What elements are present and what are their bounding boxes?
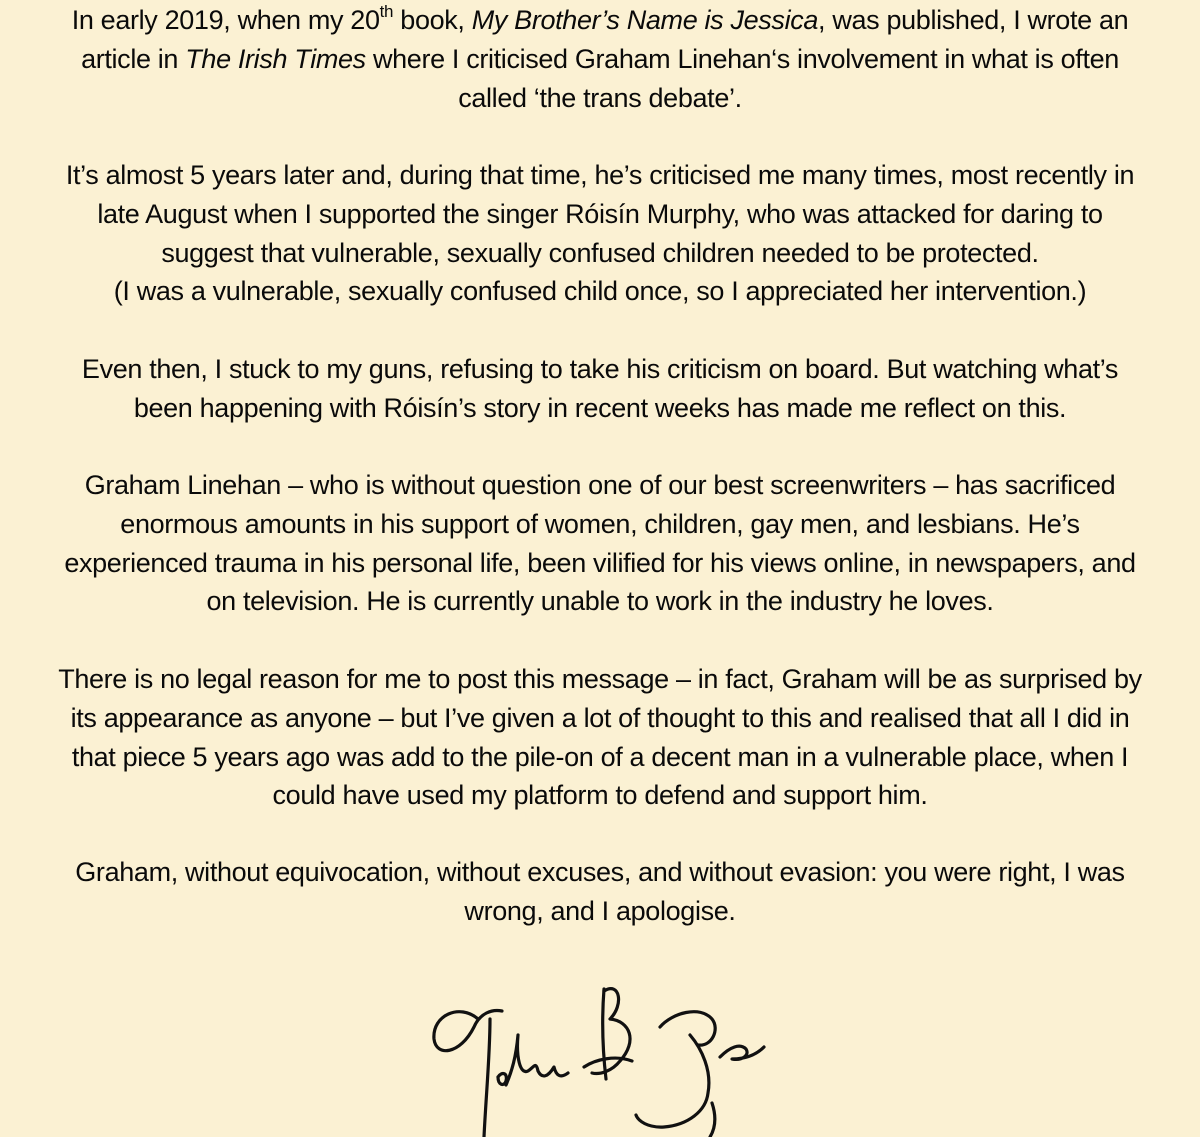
paragraph-5-line-3: that piece 5 years ago was add to the pile-on of a decent man in a vulnerable place, when I xyxy=(71,741,1129,772)
text-segment: book, xyxy=(393,5,472,35)
text-segment: where I criticised Graham Linehan‘s involvement in what is often xyxy=(365,43,1119,74)
signature-stroke xyxy=(660,1012,715,1045)
paragraph-6 xyxy=(0,853,1200,931)
paragraph-4-line-3: experienced trauma in his personal life, been vilified for his views online, in newspapers, and xyxy=(64,547,1136,578)
paragraph-1-line-3: called ‘the trans debate’. xyxy=(458,82,742,113)
paragraph-1-line-2 xyxy=(0,40,1200,79)
paragraph-2-line-3: suggest that vulnerable, sexually confused children needed to be protected. xyxy=(161,237,1039,268)
paragraph-2-line-2: late August when I supported the singer Róisín Murphy, who was attacked for daring to xyxy=(97,198,1103,229)
paragraph-1 xyxy=(0,1,1200,117)
paragraph-5 xyxy=(0,660,1200,815)
handwritten-signature xyxy=(420,975,790,1137)
paragraph-2 xyxy=(0,156,1200,311)
ordinal-superscript: th xyxy=(379,2,394,21)
newspaper-title: The Irish Times xyxy=(185,43,366,74)
paragraph-4 xyxy=(0,466,1200,621)
paragraph-4-line-4: on television. He is currently unable to work in the industry he loves. xyxy=(206,586,994,617)
paragraph-6-line-2: wrong, and I apologise. xyxy=(464,895,736,926)
paragraph-2-line-1: It’s almost 5 years later and, during that time, he’s criticised me many times, most recently in xyxy=(65,160,1135,190)
signature-stroke xyxy=(720,1046,764,1059)
signature-stroke xyxy=(710,1103,715,1137)
paragraph-5-line-1: There is no legal reason for me to post this message – in fact, Graham will be as surprised by xyxy=(58,664,1142,694)
signature-stroke xyxy=(506,1035,568,1085)
text-segment: , was published, I wrote an xyxy=(818,5,1129,35)
signature-stroke xyxy=(434,1011,502,1051)
signature-stroke xyxy=(484,1019,490,1137)
paragraph-1-line-1 xyxy=(0,1,1200,40)
signature-stroke xyxy=(603,989,606,1079)
text-segment: article in xyxy=(81,43,186,74)
paragraph-2-line-4: (I was a vulnerable, sexually confused child once, so I appreciated her intervention.) xyxy=(113,276,1087,307)
paragraph-6-line-1: Graham, without equivocation, without excuses, and without evasion: you were right, I was xyxy=(75,857,1125,887)
paragraph-4-line-2: enormous amounts in his support of women, children, gay men, and lesbians. He’s xyxy=(120,508,1080,539)
paragraph-5-line-2: its appearance as anyone – but I’ve given a lot of thought to this and realised that all I did in xyxy=(70,702,1130,733)
paragraph-3-line-2: been happening with Róisín’s story in recent weeks has made me reflect on this. xyxy=(133,392,1067,423)
book-title: My Brother’s Name is Jessica xyxy=(471,5,819,35)
paragraph-4-line-1: Graham Linehan – who is without question one of our best screenwriters – has sacrificed xyxy=(84,470,1116,500)
paragraph-3 xyxy=(0,350,1200,428)
paragraph-3-line-1: Even then, I stuck to my guns, refusing to take his criticism on board. But watching what’s xyxy=(81,354,1119,384)
text-segment: In early 2019, when my 20 xyxy=(71,5,380,35)
paragraph-5-line-4: could have used my platform to defend and support him. xyxy=(272,780,928,811)
signature-stroke xyxy=(636,1035,709,1127)
signature-stroke xyxy=(498,1074,506,1085)
signature-stroke xyxy=(584,1058,632,1067)
